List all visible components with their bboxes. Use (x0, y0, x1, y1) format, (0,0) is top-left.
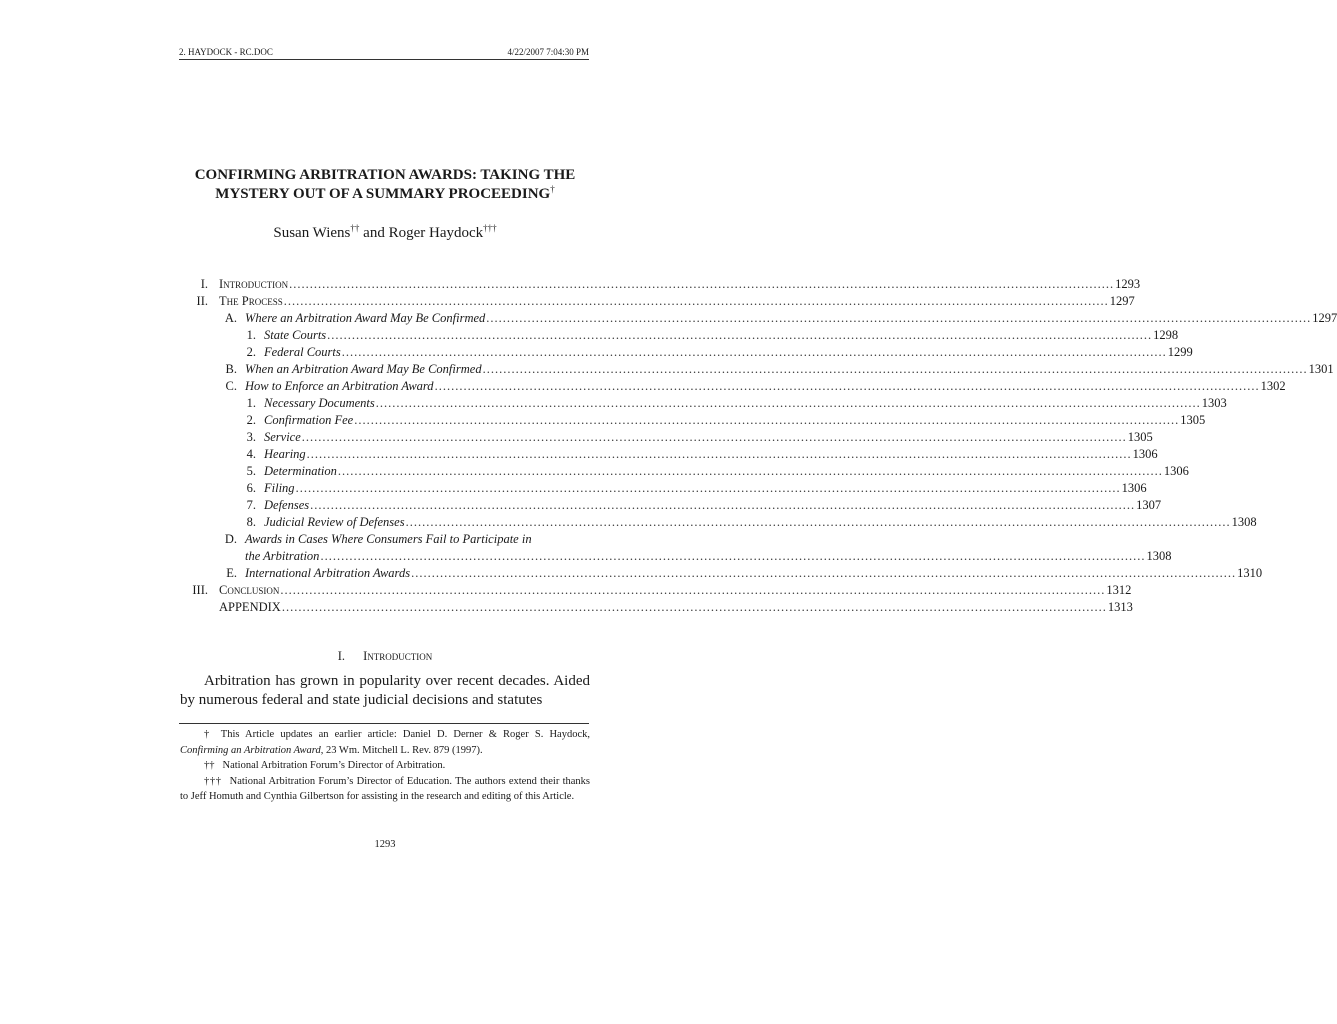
toc-entry-number: 6. (246, 481, 256, 495)
toc-entry-title: Service (264, 430, 301, 444)
toc-dot-leader: ........................................................................................................................................................................................................ (354, 413, 1180, 427)
toc-entry-title: Necessary Documents (264, 396, 375, 410)
toc-entry-title: International Arbitration Awards (245, 566, 411, 580)
author-1-footnote-mark: †† (350, 223, 360, 233)
toc-entry-page: 1305 (1180, 413, 1206, 427)
toc-entry-page: 1310 (1237, 566, 1263, 580)
toc-entry (180, 293, 1135, 310)
toc-entry (180, 327, 1179, 344)
footnote (180, 758, 590, 774)
body-paragraph: Arbitration has grown in popularity over recent decades. Aided by numerous federal and state judicial decisions and statutes (180, 673, 590, 708)
toc-entry-number: III. (192, 583, 208, 597)
toc-dot-leader: ........................................................................................................................................................................................................ (283, 294, 1109, 308)
toc-entry-number: II. (196, 294, 208, 308)
toc-entry-number: C. (225, 379, 237, 393)
toc-entry-title: Introduction (219, 277, 289, 291)
author-line (150, 223, 620, 243)
toc-dot-leader: ........................................................................................................................................................................................................ (375, 396, 1201, 410)
toc-entry (180, 429, 1153, 446)
toc-entry-title: State Courts (264, 328, 327, 342)
toc-dot-leader: ........................................................................................................................................................................................................ (295, 481, 1121, 495)
toc-entry-number: D. (224, 532, 237, 546)
toc-entry-title: Filing (264, 481, 295, 495)
toc-entry-page: 1306 (1121, 481, 1147, 495)
toc-entry-page: 1312 (1106, 583, 1132, 597)
footnote-mark: †† (204, 760, 215, 771)
toc-entry-number: 8. (246, 515, 256, 529)
toc-entry (180, 548, 1172, 565)
toc-entry-number: 2. (246, 345, 256, 359)
toc-dot-leader: ........................................................................................................................................................................................................ (310, 498, 1136, 512)
footnote-mark: ††† (204, 775, 222, 787)
toc-entry-page: 1306 (1163, 464, 1189, 478)
toc-entry-title: Federal Courts (264, 345, 341, 359)
toc-dot-leader: ........................................................................................................................................................................................................ (281, 600, 1107, 614)
toc-entry-title: When an Arbitration Award May Be Confirmed (245, 362, 482, 376)
footnote-citation: , 23 Wm. Mitchell L. Rev. 879 (1997). (320, 744, 483, 756)
toc-entry-number: 1. (246, 396, 256, 410)
toc-entry (180, 395, 1227, 412)
toc-entry (180, 276, 1141, 293)
toc-entry-page: 1307 (1136, 498, 1162, 512)
author-2-name: Roger Haydock (388, 225, 484, 241)
toc-dot-leader: ........................................................................................................................................................................................................ (482, 362, 1308, 376)
toc-entry (180, 378, 1286, 395)
article-title-line-2-text: MYSTERY OUT OF A SUMMARY PROCEEDING (215, 186, 551, 202)
toc-dot-leader: ........................................................................................................................................................................................................ (301, 430, 1127, 444)
section-heading-title: Introduction (363, 649, 433, 663)
toc-entry (180, 446, 1158, 463)
header-timestamp: 4/22/2007 7:04:30 PM (507, 47, 589, 57)
toc-dot-leader: ........................................................................................................................................................................................................ (280, 583, 1106, 597)
article-title-line-1: CONFIRMING ARBITRATION AWARDS: TAKING THE (194, 167, 576, 183)
toc-dot-leader: ........................................................................................................................................................................................................ (306, 447, 1132, 461)
body-text (180, 672, 590, 710)
toc-entry-title: Defenses (264, 498, 310, 512)
toc-dot-leader: ........................................................................................................................................................................................................ (327, 328, 1153, 342)
toc-entry-title: Confirmation Fee (264, 413, 354, 427)
toc-dot-leader: ........................................................................................................................................................................................................ (405, 515, 1231, 529)
table-of-contents (180, 276, 1337, 616)
article-title (150, 166, 620, 204)
toc-entry (180, 565, 1263, 582)
toc-entry (180, 361, 1334, 378)
toc-entry-page: 1301 (1308, 362, 1334, 376)
author-2-footnote-mark: ††† (483, 223, 497, 233)
title-footnote-mark: † (550, 184, 555, 194)
toc-entry-title: Awards in Cases Where Consumers Fail to Participate in (245, 532, 532, 546)
author-1-name: Susan Wiens (273, 225, 351, 241)
toc-entry (180, 497, 1162, 514)
toc-entry-number: 7. (246, 498, 256, 512)
toc-entry-title: Where an Arbitration Award May Be Confirmed (245, 311, 486, 325)
toc-entry-title: The Process (219, 294, 283, 308)
toc-entry-page: 1313 (1107, 600, 1133, 614)
footnote-text: This Article updates an earlier article: Daniel D. Derner & Roger S. Haydock, (220, 729, 590, 740)
toc-entry-number: 5. (246, 464, 256, 478)
toc-entry-page: 1297 (1312, 311, 1337, 325)
toc-entry (180, 412, 1206, 429)
toc-dot-leader: ........................................................................................................................................................................................................ (320, 549, 1146, 563)
toc-dot-leader: ........................................................................................................................................................................................................ (434, 379, 1260, 393)
toc-entry-page: 1293 (1115, 277, 1141, 291)
toc-entry-page: 1306 (1132, 447, 1158, 461)
article-title-line-2 (150, 185, 620, 204)
author-conjunction: and (363, 225, 385, 241)
toc-entry-number: I. (200, 277, 208, 291)
toc-entry-page: 1297 (1109, 294, 1135, 308)
toc-entry-number: A. (224, 311, 237, 325)
toc-entry-number: 1. (246, 328, 256, 342)
toc-entry-page: 1305 (1127, 430, 1153, 444)
footnote-text: National Arbitration Forum’s Director of Arbitration. (222, 760, 446, 771)
section-heading (180, 648, 590, 664)
toc-entry-page: 1302 (1260, 379, 1286, 393)
toc-entry-number: 4. (246, 447, 256, 461)
toc-entry-number: 3. (246, 430, 256, 444)
section-heading-number: I. (337, 649, 346, 663)
toc-entry-page: 1298 (1153, 328, 1179, 342)
toc-dot-leader: ........................................................................................................................................................................................................ (486, 311, 1312, 325)
page-number: 1293 (374, 839, 396, 850)
footnote-cited-title: Confirming an Arbitration Award (180, 744, 321, 756)
footnote (180, 774, 590, 805)
toc-entry (180, 310, 1337, 327)
toc-entry-page: 1308 (1146, 549, 1172, 563)
toc-entry (180, 480, 1147, 497)
toc-entry (180, 344, 1193, 361)
toc-entry-title: Conclusion (219, 583, 280, 597)
toc-entry-page: 1299 (1167, 345, 1193, 359)
toc-entry-title: the Arbitration (245, 549, 320, 563)
toc-entry (180, 599, 1133, 616)
toc-entry (180, 463, 1189, 480)
header-document-name: 2. HAYDOCK - RC.DOC (179, 47, 273, 57)
toc-entry-title: Determination (264, 464, 337, 478)
running-header (179, 46, 589, 60)
footnote-mark: † (204, 729, 213, 740)
toc-entry (180, 514, 1257, 531)
toc-entry-page: 1308 (1231, 515, 1257, 529)
footnote-separator (179, 723, 589, 724)
footnotes (180, 727, 590, 805)
footnote (180, 727, 590, 758)
toc-entry-title: APPENDIX (219, 600, 281, 614)
toc-entry-number: B. (225, 362, 237, 376)
footnote-text: National Arbitration Forum’s Director of Education. The authors extend their thanks to Jeff Homuth and Cynthia Gilbertson for assisting in the research and editing of this Article. (180, 775, 591, 802)
toc-entry-number: E. (226, 566, 237, 580)
toc-dot-leader: ........................................................................................................................................................................................................ (341, 345, 1167, 359)
toc-entry-page: 1303 (1201, 396, 1227, 410)
toc-entry-title: How to Enforce an Arbitration Award (245, 379, 434, 393)
toc-entry-title: Hearing (264, 447, 306, 461)
toc-dot-leader: ........................................................................................................................................................................................................ (337, 464, 1163, 478)
toc-dot-leader: ........................................................................................................................................................................................................ (289, 277, 1115, 291)
toc-entry-number: 2. (246, 413, 256, 427)
toc-entry (180, 531, 588, 548)
toc-entry (180, 582, 1132, 599)
toc-dot-leader: ........................................................................................................................................................................................................ (411, 566, 1237, 580)
toc-entry-title: Judicial Review of Defenses (264, 515, 405, 529)
